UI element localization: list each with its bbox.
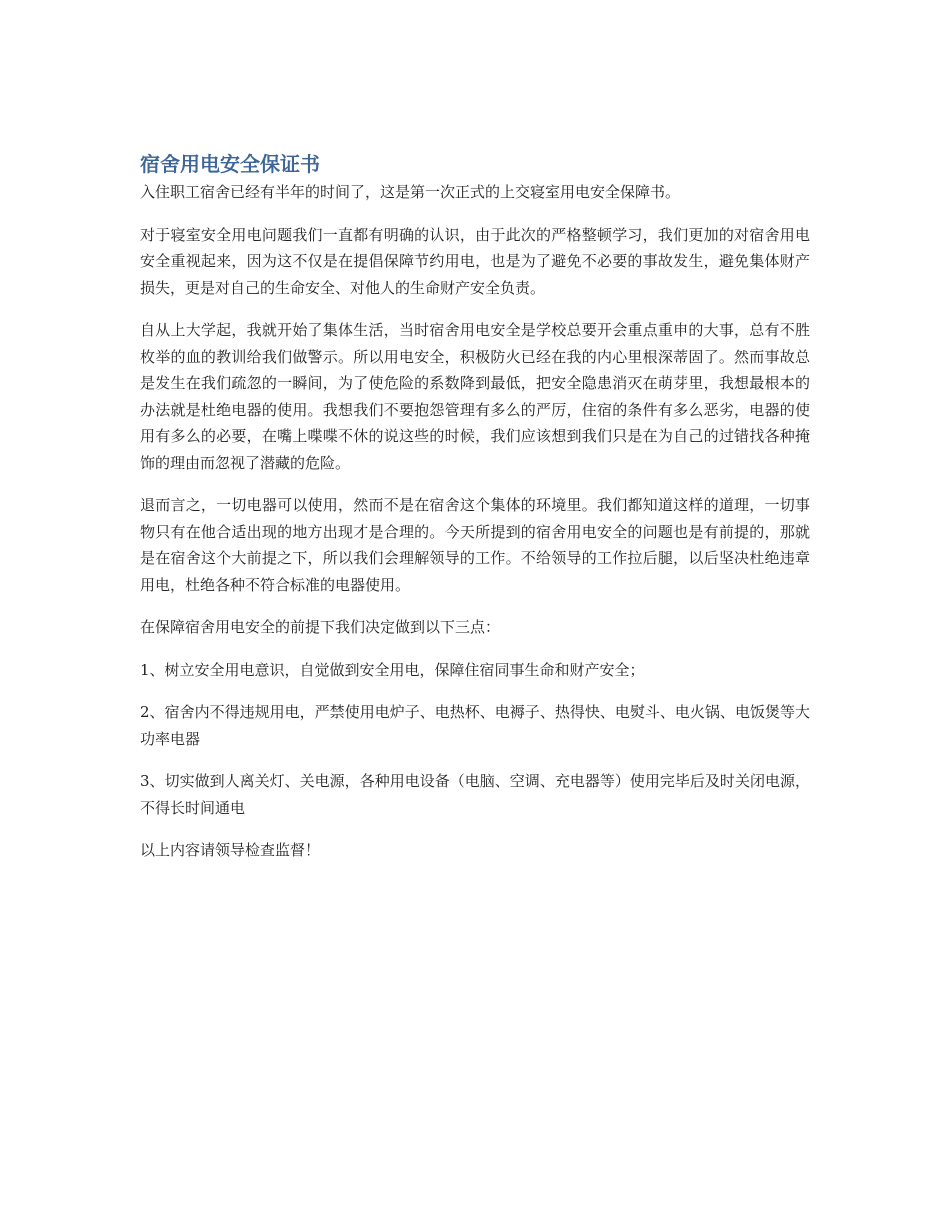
document-title: 宿舍用电安全保证书 [140,152,320,176]
paragraph-intro: 入住职工宿舍已经有半年的时间了，这是第一次正式的上交寝室用电安全保障书。 [140,183,681,201]
document-body [140,150,810,880]
commitment-item-3: 3、切实做到人离关灯、关电源，各种用电设备（电脑、空调、充电器等）使用完毕后及时关闭电源，不得长时间通电 [140,772,810,817]
paragraph-awareness: 对于寝室安全用电问题我们一直都有明确的认识，由于此次的严格整顿学习，我们更加的对宿舍用电安全重视起来，因为这不仅是在提倡保障节约用电，也是为了避免不必要的事故发生，避免集体财产损失，更是对自己的生命安全、对他人的生命财产安全负责。 [140,225,810,297]
commitment-item-1: 1、树立安全用电意识，自觉做到安全用电，保障住宿同事生命和财产安全； [140,660,645,679]
paragraph-closing: 以上内容请领导检查监督！ [140,841,321,859]
paragraph-university: 自从上大学起，我就开始了集体生活，当时宿舍用电安全是学校总要开会重点重申的大事，总有不胜枚举的血的教训给我们做警示。所以用电安全，积极防火已经在我的内心里根深蒂固了。然而事故总是发生在我们疏忽的一瞬间，为了使危险的系数降到最低，把安全隐患消灭在萌芽里，我想最根本的办法就是杜绝电器的使用。我想我们不要抱怨管理有多么的严厉，住宿的条件有多么恶劣，电器的使用有多么的必要，在嘴上喋喋不休的说这些的时候，我们应该想到我们只是在为自己的过错找各种掩饰的理由而忽视了潜藏的危险。 [140,321,810,472]
paragraph-premise: 退而言之，一切电器可以使用，然而不是在宿舍这个集体的环境里。我们都知道这样的道理，一切事物只有在他合适出现的地方出现才是合理的。今天所提到的宿舍用电安全的问题也是有前提的，那就是在宿舍这个大前提之下，所以我们会理解领导的工作。不给领导的工作拉后腿，以后坚决杜绝违章用电，杜绝各种不符合标准的电器使用。 [140,496,810,594]
commitment-item-2: 2、宿舍内不得违规用电，严禁使用电炉子、电热杯、电褥子、热得快、电熨斗、电火锅、电饭煲等大功率电器 [140,703,810,748]
paragraph-commitments-intro: 在保障宿舍用电安全的前提下我们决定做到以下三点： [140,618,501,636]
